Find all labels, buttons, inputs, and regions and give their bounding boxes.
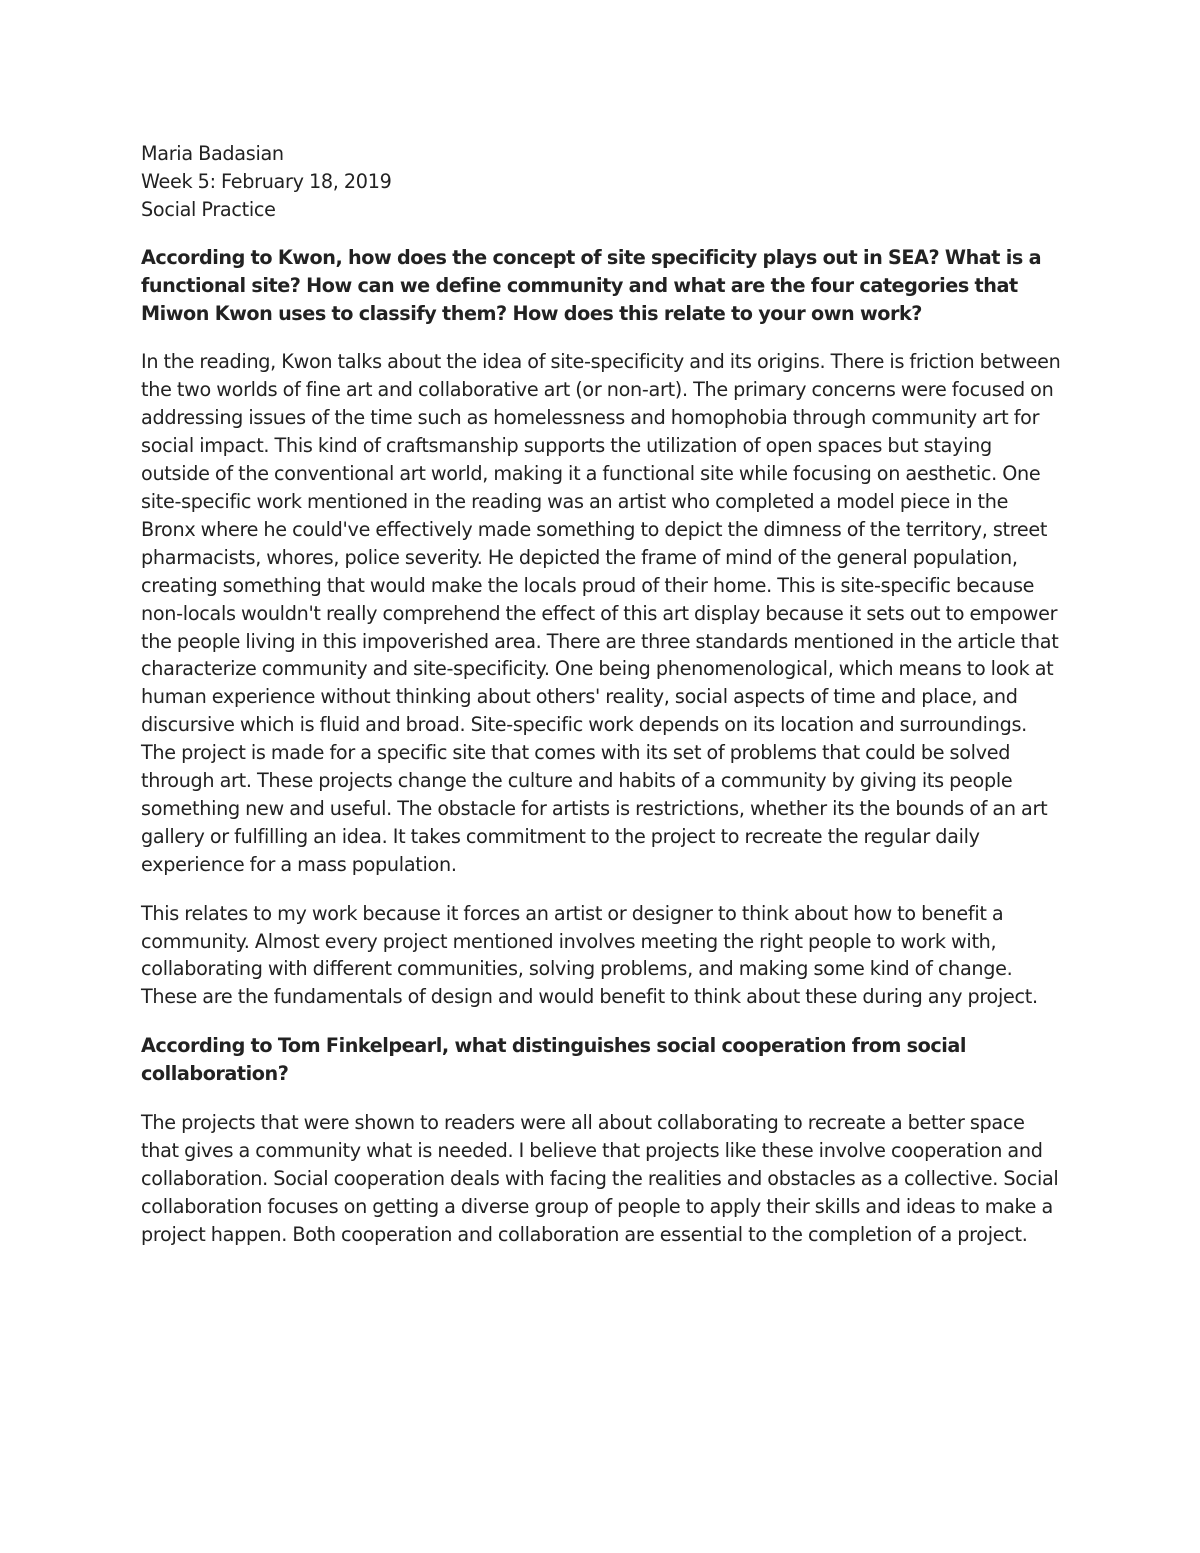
section-finkelpearl: [141, 1032, 1061, 1248]
question-heading: According to Kwon, how does the concept of site specificity plays out in SEA? What is a functional site? How can we define community and what are the four categories that Miwon Kwon uses to classify them? How does this relate to your own work?: [141, 245, 1042, 325]
assignment-date: Week 5: February 18, 2019: [141, 169, 392, 193]
author-name: Maria Badasian: [141, 142, 284, 165]
document-header: [141, 140, 1061, 224]
question-heading: According to Tom Finkelpearl, what distinguishes social cooperation from social collaboration?: [141, 1034, 967, 1086]
answer-paragraph: The projects that were shown to readers were all about collaborating to recreate a better space that gives a community what is needed. I believe that projects like these involve cooperation and collaboration. Social cooperation deals with facing the realities and obstacles as a collective. Social collaboration focuses on getting a diverse group of people to apply their skills and ideas to make a project happen. Both cooperation and collaboration are essential to the completion of a project.: [141, 1111, 1059, 1246]
answer-paragraph: This relates to my work because it forces an artist or designer to think about how to benefit a community. Almost every project mentioned involves meeting the right people to work with, collaborating with different communities, solving problems, and making some kind of change. These are the fundamentals of design and would benefit to think about these during any project.: [141, 901, 1038, 1009]
document-page: [141, 140, 1061, 1270]
answer-paragraph: In the reading, Kwon talks about the idea of site-specificity and its origins. There is friction between the two worlds of fine art and collaborative art (or non-art). The primary concerns were focused on addressing issues of the time such as homelessness and homophobia through community art for social impact. This kind of craftsmanship supports the utilization of open spaces but staying outside of the conventional art world, making it a functional site while focusing on aesthetic. One site-specific work mentioned in the reading was an artist who completed a model piece in the Bronx where he could've effectively made something to depict the dimness of the territory, street pharmacists, whores, police severity. He depicted the frame of mind of the general population, creating something that would make the locals proud of their home. This is site-specific because non-locals wouldn't really comprehend the effect of this art display because it sets out to empower the people living in this impoverished area. There are three standards mentioned in the article that characterize community and site-specificity. One being phenomenological, which means to look at human experience without thinking about others' reality, social aspects of time and place, and discursive which is fluid and broad. Site-specific work depends on its location and surroundings. The project is made for a specific site that comes with its set of problems that could be solved through art. These projects change the culture and habits of a community by giving its people something new and useful. The obstacle for artists is restrictions, whether its the bounds of an art gallery or fulfilling an idea. It takes commitment to the project to recreate the regular daily experience for a mass population.: [141, 350, 1061, 876]
section-kwon: [141, 244, 1061, 1012]
course-name: Social Practice: [141, 197, 276, 221]
